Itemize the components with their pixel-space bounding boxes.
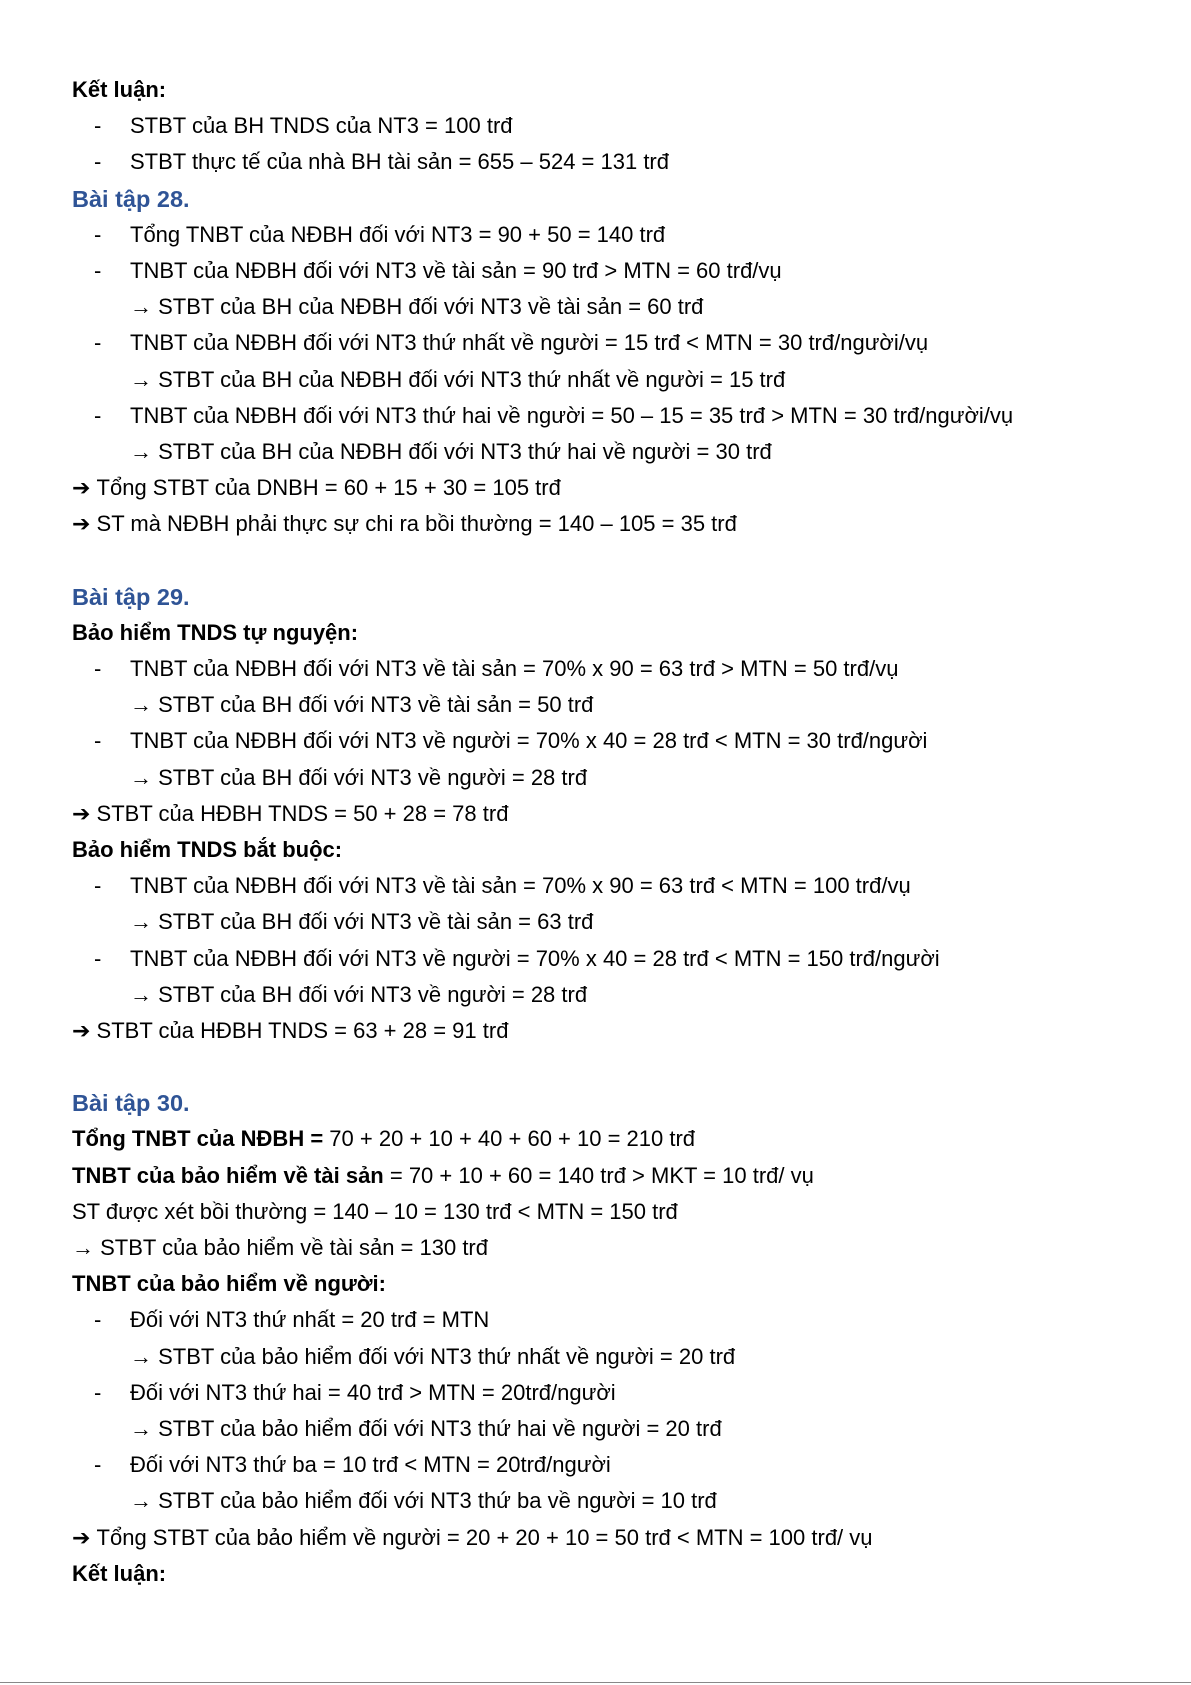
bullet-item: [72, 253, 1122, 289]
conclusion-line: [72, 1520, 1122, 1556]
bullet-dash: -: [94, 113, 102, 139]
result-text: STBT của BH của NĐBH đối với NT3 thứ hai về người = 30 trđ: [158, 438, 772, 464]
arrow-right-icon: →: [130, 909, 159, 935]
bullet-text: TNBT của NĐBH đối với NT3 về tài sản = 70% x 90 = 63 trđ > MTN = 50 trđ/vụ: [130, 656, 899, 681]
bullet-item: [72, 325, 1122, 361]
conclusion-line: [72, 470, 1122, 506]
bullet-dash: -: [94, 945, 102, 971]
bullet-item: [72, 941, 1122, 977]
result-line: [72, 687, 1122, 723]
bullet-text: Đối với NT3 thứ hai = 40 trđ > MTN = 20trđ/người: [130, 1379, 616, 1405]
result-text: STBT của BH đối với NT3 về tài sản = 50 trđ: [158, 692, 594, 718]
bold-label: TNBT của bảo hiểm về người:: [72, 1271, 386, 1297]
conclusion-text: Tổng STBT của DNBH = 60 + 15 + 30 = 105 trđ: [96, 475, 561, 501]
conclusion-text: ST mà NĐBH phải thực sự chi ra bồi thường = 140 – 105 = 35 trđ: [96, 511, 737, 537]
bullet-text: STBT của BH TNDS của NT3 = 100 trđ: [130, 113, 513, 139]
bullet-dash: -: [94, 1452, 102, 1478]
bullet-item: [72, 398, 1122, 434]
result-line: [72, 289, 1122, 325]
result-text: STBT của BH của NĐBH đối với NT3 về tài sản = 60 trđ: [158, 294, 704, 320]
arrow-right-icon: →: [130, 1488, 159, 1514]
result-line: [72, 1339, 1122, 1375]
result-text: STBT của BH của NĐBH đối với NT3 thứ nhất về người = 15 trđ: [158, 366, 786, 392]
bullet-dash: -: [94, 330, 102, 356]
arrow-right-icon: →: [130, 294, 159, 320]
conclusion-line: [72, 1013, 1122, 1049]
page-bottom-rule: [0, 1682, 1191, 1683]
arrow-right-icon: →: [130, 1343, 159, 1369]
bullet-text: TNBT của NĐBH đối với NT3 về người = 70% x 40 = 28 trđ < MTN = 30 trđ/người: [130, 728, 928, 754]
bullet-item: [72, 1447, 1122, 1483]
arrow-right-icon: →: [130, 1415, 159, 1441]
arrow-right-icon: →: [130, 438, 159, 464]
result-line: [72, 362, 1122, 398]
bullet-dash: -: [94, 873, 102, 899]
bullet-text: TNBT của NĐBH đối với NT3 về tài sản = 90 trđ > MTN = 60 trđ/vụ: [130, 257, 782, 283]
bullet-text: TNBT của NĐBH đối với NT3 về tài sản = 70% x 90 = 63 trđ < MTN = 100 trđ/vụ: [130, 873, 911, 899]
bullet-dash: -: [94, 1379, 102, 1405]
conclusion-text: Tổng STBT của bảo hiểm về người = 20 + 20 + 10 = 50 trđ < MTN = 100 trđ/ vụ: [96, 1524, 873, 1550]
result-text: STBT của bảo hiểm đối với NT3 thứ nhất về người = 20 trđ: [158, 1343, 736, 1369]
bullet-text: TNBT của NĐBH đối với NT3 về người = 70% x 40 = 28 trđ < MTN = 150 trđ/người: [130, 945, 940, 971]
bullet-item: [72, 1302, 1122, 1338]
bold-label: Kết luận:: [72, 77, 167, 102]
arrow-right-icon: →: [72, 1235, 101, 1260]
bold-label: TNBT của bảo hiểm về tài sản: [72, 1162, 384, 1188]
result-text: STBT của BH đối với NT3 về người = 28 trđ: [158, 764, 588, 790]
bold-arrow-icon: ➔: [72, 511, 97, 537]
bullet-dash: -: [94, 221, 102, 247]
section-heading: Bài tập 30.: [72, 1090, 190, 1117]
conclusion-text: STBT của HĐBH TNDS = 50 + 28 = 78 trđ: [96, 800, 509, 826]
bold-arrow-icon: ➔: [72, 475, 97, 501]
bullet-text: Đối với NT3 thứ ba = 10 trđ < MTN = 20trđ/người: [130, 1452, 611, 1478]
value-text: = 70 + 10 + 60 = 140 trđ > MKT = 10 trđ/ vụ: [383, 1162, 814, 1188]
document-body: [72, 72, 1122, 1592]
bold-label: Kết luận:: [72, 1560, 167, 1586]
result-text: STBT của bảo hiểm đối với NT3 thứ ba về người = 10 trđ: [158, 1488, 717, 1514]
result-line: [72, 434, 1122, 470]
text-line: ST được xét bồi thường = 140 – 10 = 130 trđ < MTN = 150 trđ: [72, 1198, 678, 1224]
bold-arrow-icon: ➔: [72, 1524, 97, 1550]
bold-label: Tổng TNBT của NĐBH =: [72, 1126, 324, 1152]
conclusion-text: STBT của HĐBH TNDS = 63 + 28 = 91 trđ: [96, 1017, 509, 1043]
result-text: STBT của BH đối với NT3 về tài sản = 63 trđ: [158, 909, 594, 935]
bold-arrow-icon: ➔: [72, 800, 97, 826]
result-line: [72, 904, 1122, 940]
arrow-right-icon: →: [130, 692, 159, 718]
bold-label: Bảo hiểm TNDS bắt buộc:: [72, 836, 343, 862]
result-line: [72, 1411, 1122, 1447]
blank-line: [72, 542, 1122, 578]
bullet-text: STBT thực tế của nhà BH tài sản = 655 – 524 = 131 trđ: [130, 149, 669, 175]
bullet-dash: -: [94, 257, 102, 283]
result-text: STBT của BH đối với NT3 về người = 28 trđ: [158, 981, 588, 1007]
result-line: [72, 1483, 1122, 1519]
arrow-right-icon: →: [130, 981, 159, 1007]
bullet-dash: -: [94, 1307, 102, 1333]
arrow-right-icon: →: [130, 366, 159, 392]
value-text: 70 + 20 + 10 + 40 + 60 + 10 = 210 trđ: [323, 1126, 696, 1152]
bullet-item: [72, 108, 1122, 144]
bullet-item: [72, 144, 1122, 180]
bullet-text: TNBT của NĐBH đối với NT3 thứ hai về người = 50 – 15 = 35 trđ > MTN = 30 trđ/người/vụ: [130, 402, 1014, 428]
result-line: [72, 977, 1122, 1013]
bullet-text: Đối với NT3 thứ nhất = 20 trđ = MTN: [130, 1307, 490, 1333]
result-text: STBT của bảo hiểm đối với NT3 thứ hai về người = 20 trđ: [158, 1415, 722, 1441]
conclusion-line: [72, 796, 1122, 832]
arrow-right-icon: →: [130, 764, 159, 790]
bullet-dash: -: [94, 149, 102, 175]
bullet-item: [72, 723, 1122, 759]
conclusion-line: [72, 506, 1122, 542]
bullet-dash: -: [94, 656, 102, 681]
bullet-dash: -: [94, 728, 102, 754]
bullet-item: [72, 1375, 1122, 1411]
bullet-dash: -: [94, 402, 102, 428]
section-heading: Bài tập 28.: [72, 185, 190, 212]
bullet-text: TNBT của NĐBH đối với NT3 thứ nhất về người = 15 trđ < MTN = 30 trđ/người/vụ: [130, 330, 929, 356]
bullet-item: [72, 868, 1122, 904]
bullet-text: Tổng TNBT của NĐBH đối với NT3 = 90 + 50 = 140 trđ: [130, 221, 666, 247]
bold-arrow-icon: ➔: [72, 1017, 97, 1043]
label-value-line: [72, 1121, 1122, 1157]
section-heading: Bài tập 29.: [72, 583, 190, 610]
result-line: [72, 1230, 1122, 1266]
bold-label: Bảo hiểm TNDS tự nguyện:: [72, 619, 359, 645]
label-value-line: [72, 1158, 1122, 1194]
bullet-item: [72, 651, 1122, 687]
bullet-item: [72, 217, 1122, 253]
result-line: [72, 760, 1122, 796]
result-text: STBT của bảo hiểm về tài sản = 130 trđ: [100, 1235, 488, 1260]
blank-line: [72, 1049, 1122, 1085]
